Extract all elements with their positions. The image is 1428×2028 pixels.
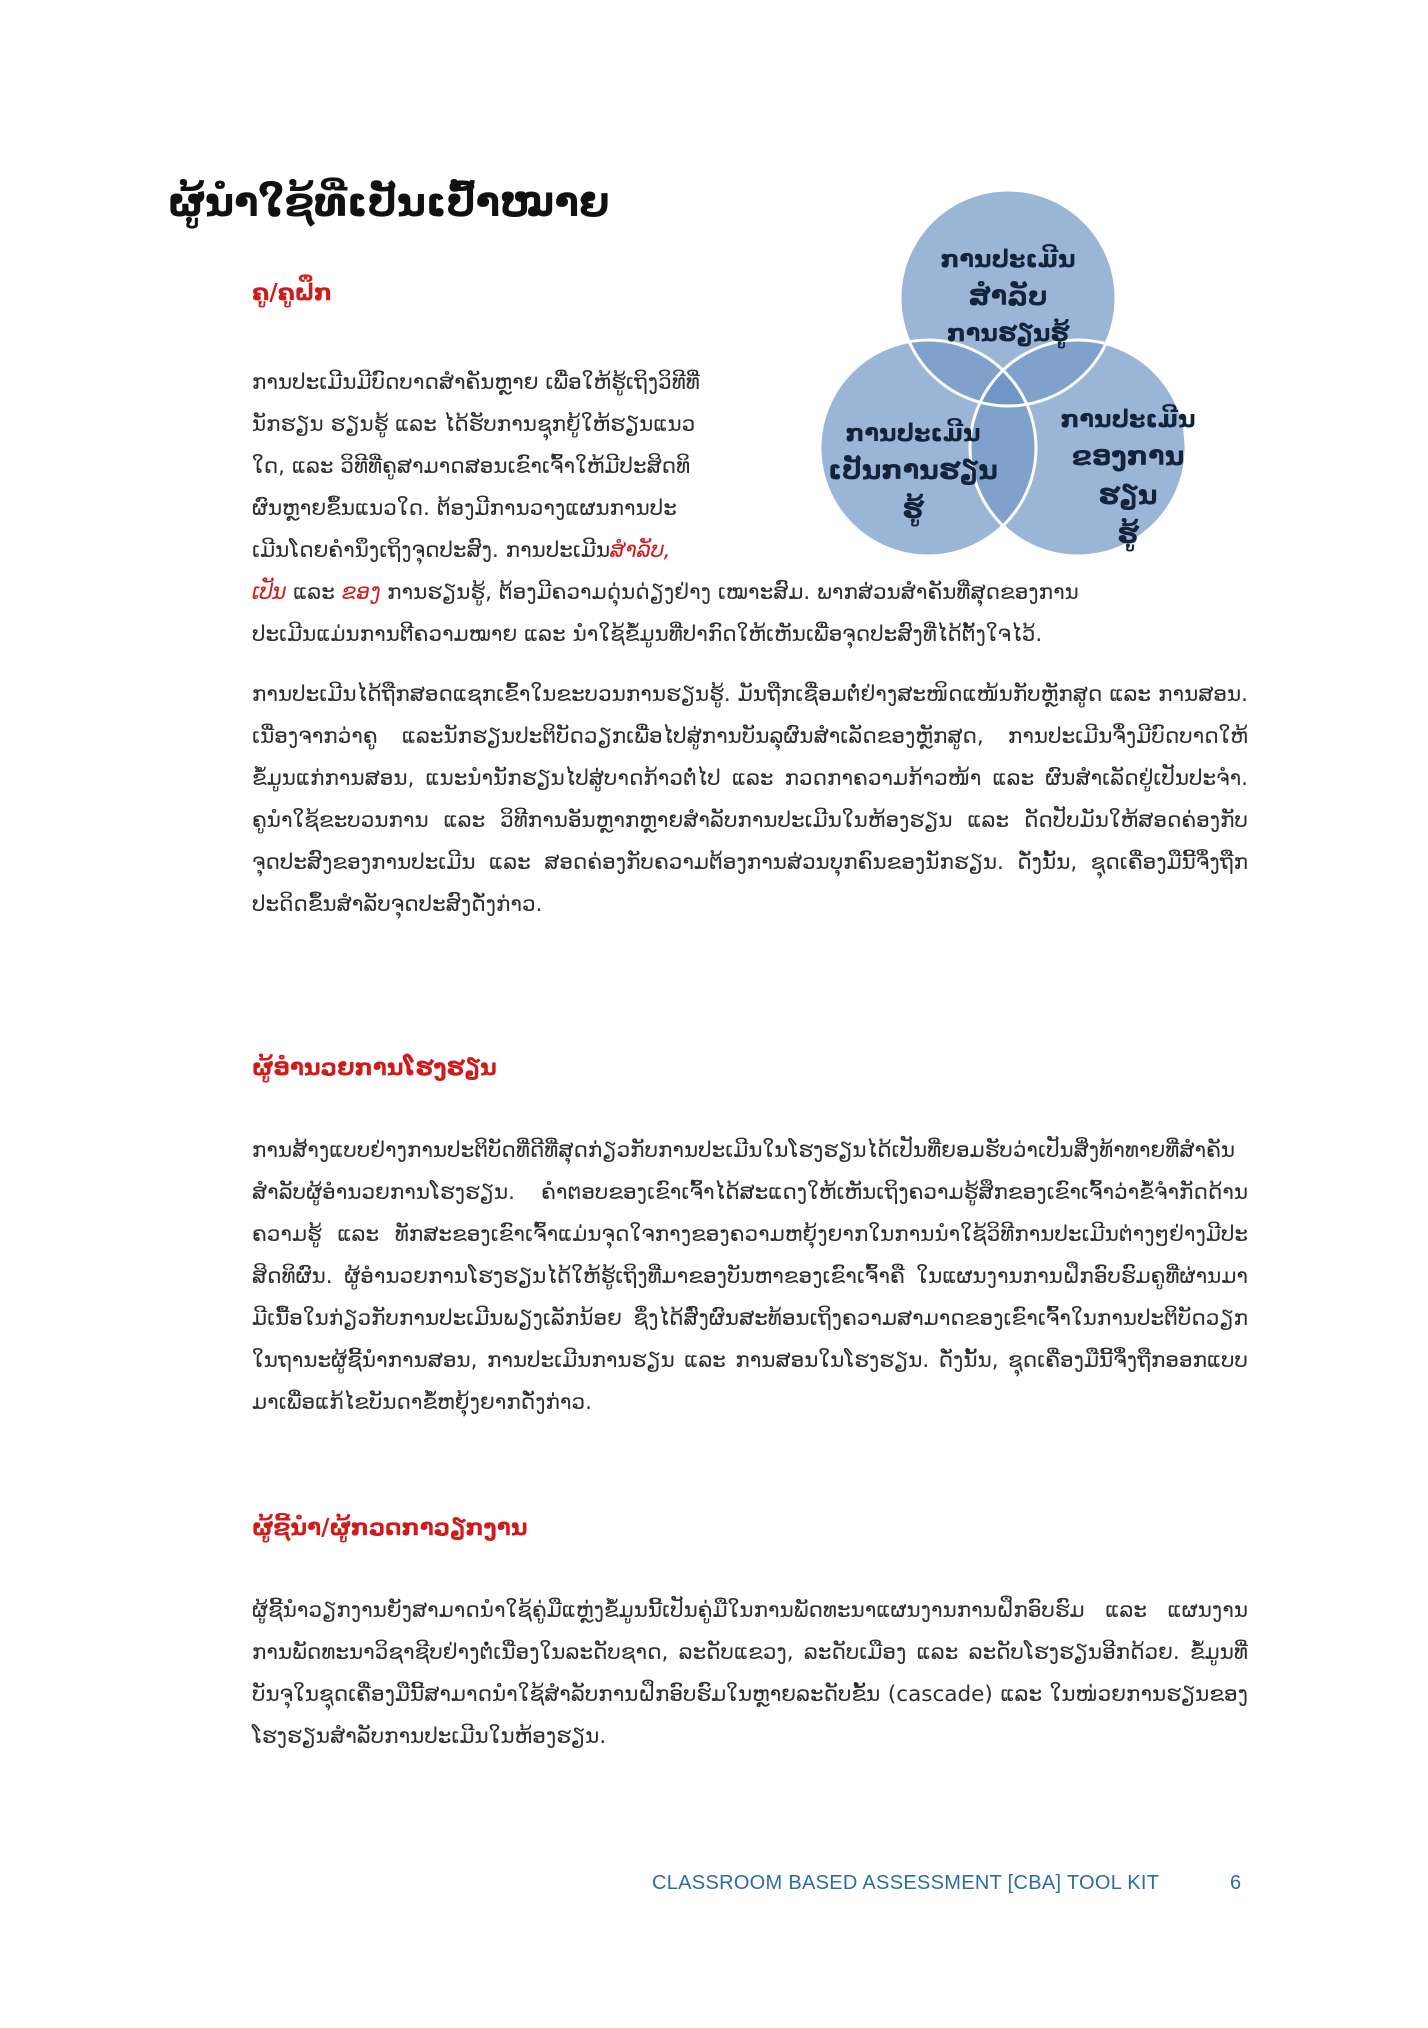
teacher-p1-line-6-text: ການຮຽນຮູ້, ຕ້ອງມີຄວາມດຸ່ນດ່ຽງຢ່າງ ເໝາະສົມ. ພາກສ່ວນສຳຄັນທີ່ສຸດຂອງການ xyxy=(380,580,1079,605)
teacher-paragraph-2: ການປະເມີນໄດ້ຖືກສອດແຊກເຂົ້າໃນຂະບວນການຮຽນຮູ້. ມັນຖືກເຊື່ອມຕໍ່ຢ່າງສະໜິດແໜ້ນກັບຫຼັກສູດ ແລະ ການສອນ. ເນື່ອງຈາກວ່າຄູ ແລະນັກຮຽນປະຕິບັດວຽກເພື່ອໄປສູ່ການບັນລຸຜົນສຳເລັດຂອງຫຼັກສູດ, ການປະເມີນຈຶ່ງມີບົດບາດໃຫ້ຂໍ້ມູນແກ່ການສອນ, ແນະນຳນັກຮຽນໄປສູ່ບາດກ້າວຕໍ່ໄປ ແລະ ກວດກາຄວາມກ້າວໜ້າ ແລະ ຜົນສຳເລັດຢູ່ເປັນປະຈຳ. ຄູນຳໃຊ້ຂະບວນການ ແລະ ວິທີການອັນຫຼາກຫຼາຍສຳລັບການປະເມີນໃນຫ້ອງຮຽນ ແລະ ດັດປັບມັນໃຫ້ສອດຄ່ອງກັບຈຸດປະສົງຂອງການປະເມີນ ແລະ ສອດຄ່ອງກັບຄວາມຕ້ອງການສ່ວນບຸກຄົນຂອງນັກຮຽນ. ດັ່ງນັ້ນ, ຊຸດເຄື່ອງມືນີ້ຈຶ່ງຖືກປະດິດຂຶ້ນສຳລັບຈຸດປະສົງດັ່ງກ່າວ. xyxy=(252,682,1248,917)
footer-title: CLASSROOM BASED ASSESSMENT [CBA] TOOL KIT xyxy=(652,1872,1160,1894)
teacher-p1-line-6 xyxy=(252,572,1248,614)
venn-top-line1b: ສຳລັບ xyxy=(968,280,1048,312)
section-heading-principal: ຜູ້ອຳນວຍການໂຮງຮຽນ xyxy=(252,1055,497,1081)
teacher-p1-line-2: ນັກຮຽນ ຮຽນຮູ້ ແລະ ໄດ້ຮັບການຊຸກຍູ້ໃຫ້ຮຽນແນວ xyxy=(252,412,696,437)
teacher-p1-line-1: ການປະເມີນມີບົດບາດສຳຄັນຫຼາຍ ເພື່ອໃຫ້ຮູ້ເຖິງວິທີທີ່ xyxy=(252,370,700,395)
teacher-p1-line-5-text: ເມີນໂດຍຄຳນຶງເຖິງຈຸດປະສົງ. ການປະເມີນ xyxy=(252,538,611,563)
venn-left-line1: ການປະເມີນ xyxy=(845,419,981,447)
teacher-p1-em-for: ສຳລັບ, xyxy=(610,538,671,563)
teacher-p1-em-of: ຂອງ xyxy=(341,580,381,605)
venn-right-line2: ຂອງການຮຽນ xyxy=(1071,440,1185,511)
section-heading-leader: ຜູ້ຊີ້ນຳ/ຜູ້ກວດກາວຽກງານ xyxy=(252,1515,528,1541)
teacher-p1-em-as: ເປັນ xyxy=(252,580,287,605)
leader-paragraph: ຜູ້ຊີ້ນຳວຽກງານຍັງສາມາດນຳໃຊ້ຄູ່ມືແຫຼ່ງຂໍ້ມູນນີ້ເປັນຄູ່ມືໃນການພັດທະນາແຜນງານການຝຶກອົບຮົມ ແລະ ແຜນງານການພັດທະນາວິຊາຊີບຢ່າງຕໍ່ເນື່ອງໃນລະດັບຊາດ, ລະດັບແຂວງ, ລະດັບເມືອງ ແລະ ລະດັບໂຮງຮຽນອີກດ້ວຍ. ຂໍ້ມູນທີ່ບັນຈຸໃນຊຸດເຄື່ອງມືນີ້ສາມາດນຳໃຊ້ສຳລັບການຝຶກອົບຮົມໃນຫຼາຍລະດັບຂັ້ນ (cascade) ແລະ ໃນໜ່ວຍການຮຽນຂອງໂຮງຮຽນສຳລັບການປະເມີນໃນຫ້ອງຮຽນ. xyxy=(252,1598,1248,1749)
venn-label-top xyxy=(908,242,1108,351)
teacher-p1-line-7: ປະເມີນແມ່ນການຕີຄວາມໝາຍ ແລະ ນຳໃຊ້ຂໍ້ມູນທີ່ປາກົດໃຫ້ເຫັນເພື່ອຈຸດປະສົງທີ່ໄດ້ຕັ້ງໃຈໄວ້. xyxy=(252,622,1043,647)
teacher-paragraph-1-full xyxy=(252,572,1248,656)
teacher-p1-line-3: ໃດ, ແລະ ວິທີທີ່ຄູສາມາດສອນເຂົາເຈົ້າໃຫ້ມີປະສິດທິ xyxy=(252,454,691,479)
page-number: 6 xyxy=(1230,1872,1242,1894)
venn-label-left xyxy=(828,416,998,529)
teacher-p1-line-6-and: ແລະ xyxy=(286,580,342,605)
venn-right-line3: ຮູ້ xyxy=(1117,519,1139,551)
venn-top-line2: ການຮຽນຮູ້ xyxy=(946,318,1070,347)
page-title: ຜູ້ນຳໃຊ້ທີ່ເປັນເປົ້າໝາຍ xyxy=(168,180,610,226)
venn-top-line1a: ການປະເມີນ xyxy=(940,245,1076,273)
teacher-p1-line-5 xyxy=(252,530,790,572)
principal-paragraph: ການສ້າງແບບຢ່າງການປະຕິບັດທີ່ດີທີ່ສຸດກ່ຽວກັບການປະເມີນໃນໂຮງຮຽນໄດ້ເປັນທີ່ຍອມຮັບວ່າເປັນສິ່ງທ້າທາຍທີ່ສຳຄັນສຳລັບຜູ້ອຳນວຍການໂຮງຮຽນ. ຄຳຕອບຂອງເຂົາເຈົ້າໄດ້ສະແດງໃຫ້ເຫັນເຖິງຄວາມຮູ້ສຶກຂອງເຂົາເຈົ້າວ່າຂໍ້ຈຳກັດດ້ານຄວາມຮູ້ ແລະ ທັກສະຂອງເຂົາເຈົ້າແມ່ນຈຸດໃຈກາງຂອງຄວາມຫຍຸ້ງຍາກໃນການນຳໃຊ້ວິທີການປະເມີນຕ່າງໆຢ່າງມີປະສິດທິຜົນ. ຜູ້ອຳນວຍການໂຮງຮຽນໄດ້ໃຫ້ຮູ້ເຖິງທີ່ມາຂອງບັນຫາຂອງເຂົາເຈົ້າຄື ໃນແຜນງານການຝຶກອົບຮົມຄູທີ່ຜ່ານມາມີເນື້ອໃນກ່ຽວກັບການປະເມີນພຽງເລັກນ້ອຍ ຊຶ່ງໄດ້ສົ່ງຜົນສະທ້ອນເຖິງຄວາມສາມາດຂອງເຂົາເຈົ້າໃນການປະຕິບັດວຽກໃນຖານະຜູ້ຊີ້ນຳການສອນ, ການປະເມີນການຮຽນ ແລະ ການສອນໃນໂຮງຮຽນ. ດັ່ງນັ້ນ, ຊຸດເຄື່ອງມືນີ້ຈຶ່ງຖືກອອກແບບມາເພື່ອແກ້ໄຂບັນດາຂໍ້ຫຍຸ້ງຍາກດັ່ງກ່າວ. xyxy=(252,1138,1248,1415)
teacher-p1-line-4: ຜົນຫຼາຍຂຶ້ນແນວໃດ. ຕ້ອງມີການວາງແຜນການປະ xyxy=(252,496,677,521)
venn-label-right xyxy=(1053,402,1203,554)
section-heading-teacher: ຄູ/ຄູຝຶກ xyxy=(252,280,333,306)
venn-diagram xyxy=(808,180,1228,600)
teacher-paragraph-1-wrapped xyxy=(252,362,790,572)
venn-right-line1: ການປະເມີນ xyxy=(1060,405,1196,433)
venn-left-line2: ເປັນການຮຽນຮູ້ xyxy=(828,454,998,525)
